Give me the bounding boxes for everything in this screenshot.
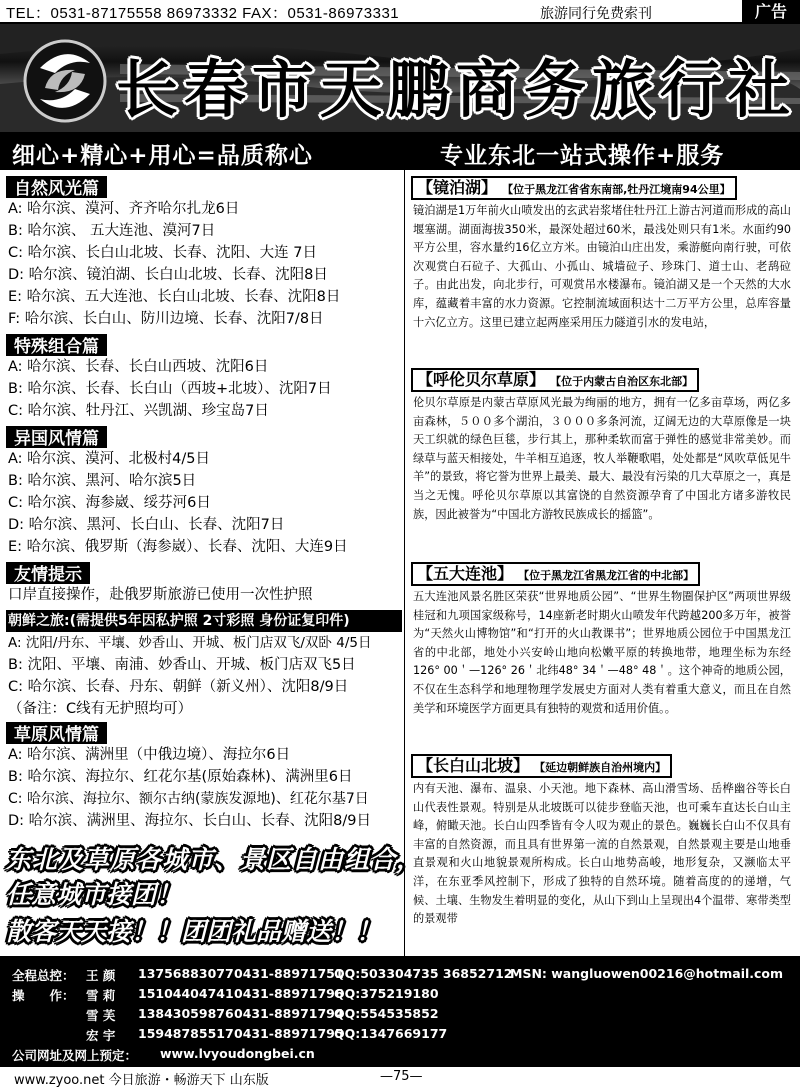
route-line: D: 哈尔滨、黑河、长白山、长春、沈阳7日 [8,517,285,533]
calligraphy-slogan-1: 东北及草原各城市、景区自由组合， [6,845,423,874]
agency-tel-fax: TEL：0531-87175558 86973332 FAX：0531-86973331 [6,5,400,22]
destination-header-jingpo [411,176,737,200]
contact-mobile: 13756883077 [138,966,234,981]
route-line: A: 哈尔滨、漠河、北极村4/5日 [8,451,210,467]
route-note: （备注：C线有无护照均可） [8,701,193,717]
route-line: B: 哈尔滨、 五大连池、漠河7日 [8,223,216,239]
contact-name: 宏 宇 [86,1028,116,1043]
section-title-natural: 自然风光篇 [6,176,107,198]
destination-description: 五大连池风景名胜区荣获“世界地质公园”、“世界生物圈保护区”两项世界级桂冠和九项国家级称号，14座新老时期火山喷发年代跨越200多万年，被誉为“天然火山博物馆”和“打开的火山教课书”；世界地质公园位于中国黑龙江省的中北部，地处小兴安岭山地向松嫩平原的转换地带，地理坐标为东经126° 00＇—126° 26＇北纬48° 34＇—48° 48＇。这个神奇的地质公园，不仅在生态科学和地理物理学发展史方面对人类有着重大意义，而且在自然美学和环境医学方面更具有独特的观赏和适用价值。。 [413,590,791,715]
route-line: C: 哈尔滨、海拉尔、额尔古纳(蒙族发源地)、红花尔基7日 [8,791,369,807]
contact-footer [0,956,800,1066]
magazine-footer [0,1066,800,1087]
contact-mobile: 13843059876 [138,1006,234,1021]
page-number: —75— [380,1069,423,1084]
section-title-grassland: 草原风情篇 [6,722,107,744]
destination-header-changbaishan [411,754,672,778]
section-title-foreign: 异国风情篇 [6,426,107,448]
destination-column [404,170,800,960]
destination-name: 【五大连池】 [417,564,514,583]
route-line: E: 哈尔滨、五大连池、长白山北坡、长春、沈阳8日 [8,289,341,305]
destination-description: 内有天池、瀑布、温泉、小天池。地下森林、高山滑雪场、岳桦幽谷等长白山代表性景观。特别是从北坡既可以徒步登临天池，也可乘车直达长白山主峰，俯瞰天池。长白山四季皆有令人叹为观止的景色。巍巍长白山不仅具有丰富的自然资源，而且具有世界第一流的自然景观，自然景观主要是山地垂直景观和火山地貌景观所构成。长白山地势高峻，地形复杂，又濒临太平洋，在东亚季风控制下，形成了独特的自然环境。随着高度的的递增，气候、土壤、生物发生着明显的变化，从山下到山上呈现出4个温带、寒带类型的景观带 [413,782,791,926]
route-line: A: 哈尔滨、长春、长白山西坡、沈阳6日 [8,359,269,375]
contact-qq: QQ:375219180 [334,986,439,1001]
calligraphy-slogan-3: 散客天天接！！团团礼品赠送！！ [6,917,382,946]
destination-location: 【位于内蒙古自治区东北部】 [550,375,694,388]
slogan-left: 细心+精心+用心=品质称心 [12,143,313,169]
contact-name: 雪 莉 [86,988,116,1003]
destination-name: 【镜泊湖】 [417,178,498,197]
route-line: C: 哈尔滨、牡丹江、兴凯湖、珍宝岛7日 [8,403,269,419]
route-line: B: 哈尔滨、海拉尔、红花尔基(原始森林)、满洲里6日 [8,769,353,785]
tip-line: 口岸直接操作，赴俄罗斯旅游已使用一次性护照 [8,587,313,603]
destination-header-wudalianchi [411,562,700,586]
swirl-logo-icon [20,38,110,124]
company-banner [0,24,800,132]
destination-description: 镜泊湖是1万年前火山喷发出的玄武岩浆堵住牡丹江上游古河道而形成的高山堰塞湖。湖面海拔350米，最深处超过60米，最浅处则只有1米。水面约90平方公里，容水量约16亿立方米。由镜泊山庄出发，乘游艇向南行驶，可依次观赏白石砬子、大孤山、小孤山、城墙砬子、珍珠门、道士山、老鸹砬子。由此出发，向北步行，可观赏吊水楼瀑布。镜泊湖又是一个天然的大水库，蕴藏着丰富的水力资源。它控制流域面积达十二万平方公里，总库容量十六亿立方。这里已建立起两座采用压力隧道引水的发电站， [413,204,791,329]
contact-phone: 0431-88971795 [234,1026,344,1041]
route-line: B: 沈阳、平壤、南浦、妙香山、开城、板门店双飞5日 [8,657,356,673]
contact-qq: QQ:1347669177 [334,1026,448,1041]
route-line: B: 哈尔滨、黑河、哈尔滨5日 [8,473,197,489]
destination-description: 伦贝尔草原是内蒙古草原风光最为绚丽的地方，拥有一亿多亩草场，两亿多亩森林，５００多个湖泊，３０００多条河流，辽阔无边的大草原像是一块天工织就的绿色巨毯，步行其上，那种柔软而富于弹性的感觉非常美妙。而绿草与蓝天相接处，牛羊相互追逐，牧人举鞭歌唱，处处都是“风吹草低见牛羊”的景致，将它誉为世界上最美、最大、最没有污染的几大草原之一，真是当之无愧。呼伦贝尔草原以其富饶的自然资源孕育了中国北方诸多游牧民族，因此被誉为“中国北方游牧民族成长的摇篮”。 [413,396,791,521]
korea-requirement: 朝鲜之旅:(需提供5年因私护照 2寸彩照 身份证复印件) [6,610,402,632]
route-line: D: 哈尔滨、镜泊湖、长白山北坡、长春、沈阳8日 [8,267,328,283]
contact-qq: QQ:554535852 [334,1006,439,1021]
destination-name: 【呼伦贝尔草原】 [417,370,546,389]
section-title-special: 特殊组合篇 [6,334,107,356]
ad-badge: 广告 [742,0,800,24]
route-line: B: 哈尔滨、长春、长白山（西坡+北坡）、沈阳7日 [8,381,332,397]
route-line: A: 哈尔滨、满洲里（中俄边境）、海拉尔6日 [8,747,291,763]
contact-phone: 0431-88971751 [234,966,344,981]
destination-header-hulunbuir [411,368,699,392]
destination-location: 【延边朝鲜族自治州境内】 [534,761,667,774]
free-index-label: 旅游同行免费索刊 [540,6,652,22]
route-line: E: 哈尔滨、俄罗斯（海参崴）、长春、沈阳、大连9日 [8,539,348,555]
website-link[interactable]: www.lvyoudongbei.cn [160,1046,315,1061]
contact-qq: QQ:503304735 36852712 [334,966,513,981]
destination-name: 【长白山北坡】 [417,756,530,775]
contact-strip [0,0,800,24]
contact-msn: MSN: wangluowen00216@hotmail.com [510,966,784,981]
destination-location: 【位于黑龙江省省东南部,牡丹江境南94公里】 [502,183,731,196]
route-line: F: 哈尔滨、长白山、防川边境、长春、沈阳7/8日 [8,311,324,327]
website-label: 公司网址及网上预定： [12,1048,138,1063]
slogan-bar [0,132,800,170]
contact-phone: 0431-88971794 [234,1006,344,1021]
calligraphy-slogan-2: 任意城市接团！ [6,880,182,909]
magazine-site: www.zyoo.net 今日旅游・畅游天下 山东版 [14,1073,269,1087]
route-line: C: 哈尔滨、海参崴、绥芬河6日 [8,495,211,511]
route-line: D: 哈尔滨、满洲里、海拉尔、长白山、长春、沈阳8/9日 [8,813,371,829]
contact-mobile: 15948785517 [138,1026,234,1041]
contact-mobile: 15104404741 [138,986,234,1001]
route-line: A: 沈阳/丹东、平壤、妙香山、开城、板门店双飞/双卧 4/5日 [8,635,372,651]
contact-name: 雪 芙 [86,1008,116,1023]
section-title-tips: 友情提示 [6,562,90,584]
destination-location: 【位于黑龙江省黑龙江省的中北部】 [518,569,695,582]
contact-name: 王 颜 [86,968,116,983]
slogan-right: 专业东北一站式操作+服务 [440,143,725,169]
contact-role: 操 作： [12,988,75,1003]
contact-role: 全程总控： [12,968,75,983]
contact-phone: 0431-88971796 [234,986,344,1001]
route-line: C: 哈尔滨、长春、丹东、朝鲜（新义州）、沈阳8/9日 [8,679,349,695]
route-line: A: 哈尔滨、漠河、齐齐哈尔扎龙6日 [8,201,240,217]
route-line: C: 哈尔滨、长白山北坡、长春、沈阳、大连 7日 [8,245,317,261]
company-name: 长春市天鹏商务旅行社 [116,53,797,126]
